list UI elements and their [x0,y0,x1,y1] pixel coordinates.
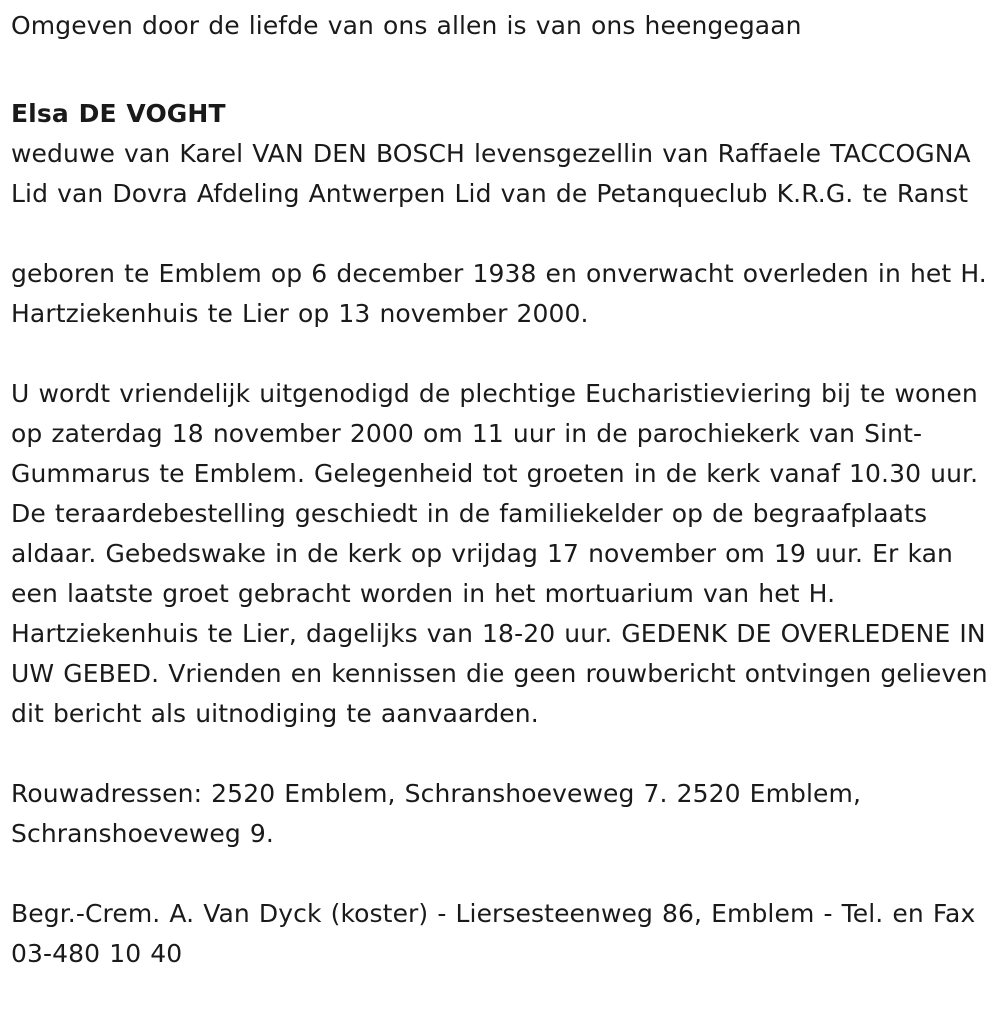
spacer [11,46,996,86]
addresses-paragraph: Rouwadressen: 2520 Emblem, Schranshoeveweg 7. 2520 Emblem, Schranshoeveweg 9. [11,779,862,848]
spacer [11,334,996,374]
spacer [11,854,996,894]
birth-death-paragraph: geboren te Emblem op 6 december 1938 en onverwacht overleden in het H. Hartziekenhuis te Lier op 13 november 2000. [11,259,987,328]
undertaker-paragraph: Begr.-Crem. A. Van Dyck (koster) - Liersesteenweg 86, Emblem - Tel. en Fax 03-480 10 40 [11,899,976,968]
intro-line: Omgeven door de liefde van ons allen is van ons heengegaan [11,11,802,40]
ceremony-paragraph: U wordt vriendelijk uitgenodigd de plechtige Eucharistieviering bij te wonen op zaterdag 18 november 2000 om 11 uur in de parochiekerk van Sint-Gummarus te Emblem. Gelegenheid tot groeten in de kerk vanaf 10.30 uur. De teraardebestelling geschiedt in de familiekelder op de begraafplaats aldaar. Gebedswake in de kerk op vrijdag 17 november om 19 uur. Er kan een laatste groet gebracht worden in het mortuarium van het H. Hartziekenhuis te Lier, dagelijks van 18-20 uur. GEDENK DE OVERLEDENE IN UW GEBED. Vrienden en kennissen die geen rouwbericht ontvingen gelieven dit bericht als uitnodiging te aanvaarden. [11,379,988,728]
obituary-notice [11,6,996,974]
spacer [11,214,996,254]
deceased-name: Elsa DE VOGHT [11,99,226,128]
relations-paragraph: weduwe van Karel VAN DEN BOSCH levensgezellin van Raffaele TACCOGNA Lid van Dovra Afdeling Antwerpen Lid van de Petanqueclub K.R.G. te Ranst [11,139,971,208]
spacer [11,734,996,774]
